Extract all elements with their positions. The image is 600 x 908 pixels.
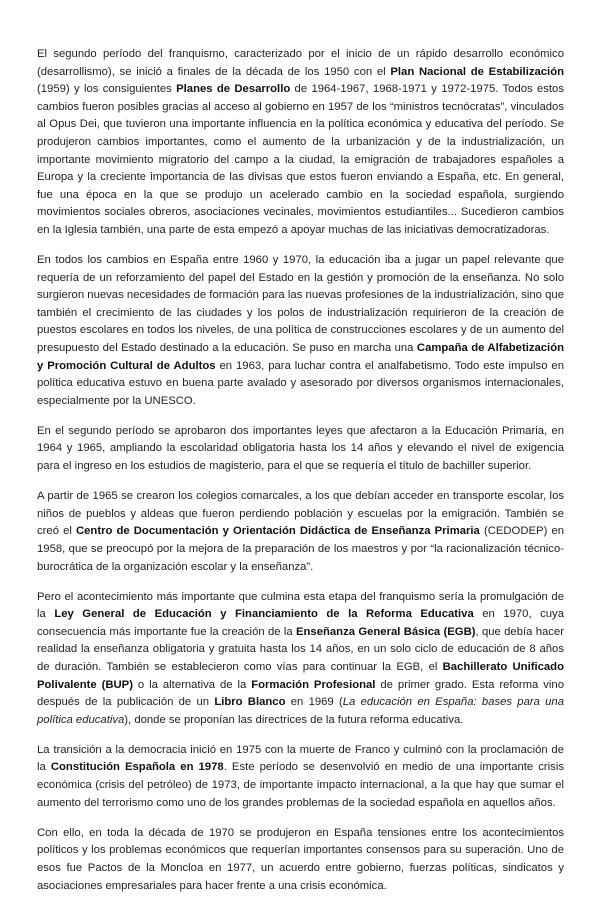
text-segment: , que debía hacer realidad la enseñanza obligatoria y gratuita hasta los 14 años, en un solo ciclo de educación de 8 años de duración. También se establecieron como vías para continuar la EGB, el [37,625,565,673]
bold-term-cedodep: Centro de Documentación y Orientación Didáctica de Enseñanza Primaria [75,525,480,538]
paragraph-3 [37,423,564,476]
bold-term-constitucion: Constitución Española en 1978 [50,761,224,774]
text-segment: A partir de 1965 se crearon los colegios comarcales, a los que debían acceder en transporte escolar, los niños de pueblos y aldeas que fueron perdiendo población y escuelas por la emigración. También se creó el [37,490,564,538]
text-segment: (CEDODEP) en 1958, que se preocupó por la mejora de la preparación de los maestros y por “la racionalización técnico-burocrática de la organización escolar y la enseñanza”. [37,525,565,573]
text-segment: (1959) y los consiguientes [37,83,177,96]
text-segment: La transición a la democracia inició en 1975 con la muerte de Franco y culminó con la proclamación de la [37,743,564,774]
bold-term-formacion-profesional: Formación Profesional [251,678,376,691]
text-segment: ), donde se proponían las directrices de la futura reforma educativa. [124,713,464,726]
text-segment: Pero el acontecimiento más importante que culmina esta etapa del franquismo sería la promulgación de la [37,590,564,621]
paragraph-7 [37,825,564,895]
text-segment: en 1969 ( [285,696,343,709]
text-segment: En todos los cambios en España entre 1960 y 1970, la educación iba a jugar un papel relevante que requería de un reforzamiento del papel del Estado en la gestión y promoción de la enseñanza. No solo surgieron nuevas necesidades de formación para las nuevas profesiones de la industrialización, sino que también el crecimiento de las ciudades y los polos de industrialización requirieron de la creación de puestos escolares en todos los niveles, de una política de construcciones escolares y de un aumento del presupuesto del Estado destinado a la educación. Se puso en marcha una [37,254,564,354]
bold-term-planes-desarrollo: Planes de Desarrollo [176,83,291,96]
paragraph-6 [37,742,564,812]
text-segment: Con ello, en toda la década de 1970 se produjeron en España tensiones entre los acontecimientos políticos y los problemas económicos que requerían importantes consensos para su superación. Uno de esos fue Pactos de la Moncloa en 1977, un acuerdo entre gobierno, fuerzas políticas, sindicatos y asociaciones empresariales para hacer frente a una crisis económica. [37,826,564,892]
bold-term-bup: Bachillerato Unificado Polivalente (BUP) [37,661,564,691]
text-segment: En el segundo período se aprobaron dos importantes leyes que afectaron a la Educación Primaria, en 1964 y 1965, ampliando la escolaridad obligatoria hasta los 14 años y elevando el nivel de exigencia para el ingreso en los estudios de magisterio, para el que se requería el título de bachiller superior. [37,424,564,473]
paragraph-4 [37,488,564,576]
paragraph-5 [37,589,564,730]
italic-title: La educación en España: bases para una política educativa [37,696,565,726]
document-page [37,46,564,908]
text-segment: . Este período se desenvolvió en medio de una importante crisis económica (crisis del petróleo) de 1973, de importante impacto internacional, a la que hay que sumar el aumento del terrorismo como uno de los grandes problemas de la sociedad española en aquellos años. [37,761,564,809]
bold-term-libro-blanco: Libro Blanco [214,696,286,709]
text-segment: en 1970, cuya consecuencia más importante fue la creación de la [37,608,564,638]
paragraph-2 [37,252,564,410]
bold-term-campana-alfabetizacion: Campaña de Alfabetización y Promoción Cultural de Adultos [37,342,564,372]
bold-term-ley-general: Ley General de Educación y Financiamiento de la Reforma Educativa [54,608,474,621]
text-segment: El segundo período del franquismo, caracterizado por el inicio de un rápido desarrollo económico (desarrollismo), se inició a finales de la década de los 1950 con el [37,48,564,78]
text-segment: de 1964-1967, 1968-1971 y 1972-1975. Todos estos cambios fueron posibles gracias al acceso al gobierno en 1957 de los “ministros tecnócratas”, vinculados al Opus Dei, que tuvieron una importante influencia en la política económica y educativa del período. Se produjeron cambios importantes, como el aumento de la urbanización y de la industrialización, un importante movimiento migratorio del campo a la ciudad, la emigración de trabajadores españoles a Europa y la creciente importancia de las divisas que estos fueron enviando a España, etc. En general, fue una época en la que se produjo un acelerado cambio en la sociedad española, surgiendo movimientos sociales obreros, asociaciones vecinales, movimientos estudiantiles... Sucedieron cambios en la Iglesia también, una parte de esta empezó a apoyar muchas de las iniciativas democratizadoras. [37,83,564,236]
text-segment: de primer grado. Esta reforma vino después de la publicación de un [37,678,564,709]
paragraph-1 [37,46,564,240]
text-segment: en 1963, para luchar contra el analfabetismo. Todo este impulso en política educativa estuvo en buena parte avalado y asesorado por diversos organismos internacionales, especialmente por la UNESCO. [37,359,564,407]
bold-term-egb: Enseñanza General Básica (EGB) [295,625,476,638]
bold-term-plan-nacional: Plan Nacional de Estabilización [390,65,564,78]
text-segment: o la alternativa de la [132,678,252,691]
